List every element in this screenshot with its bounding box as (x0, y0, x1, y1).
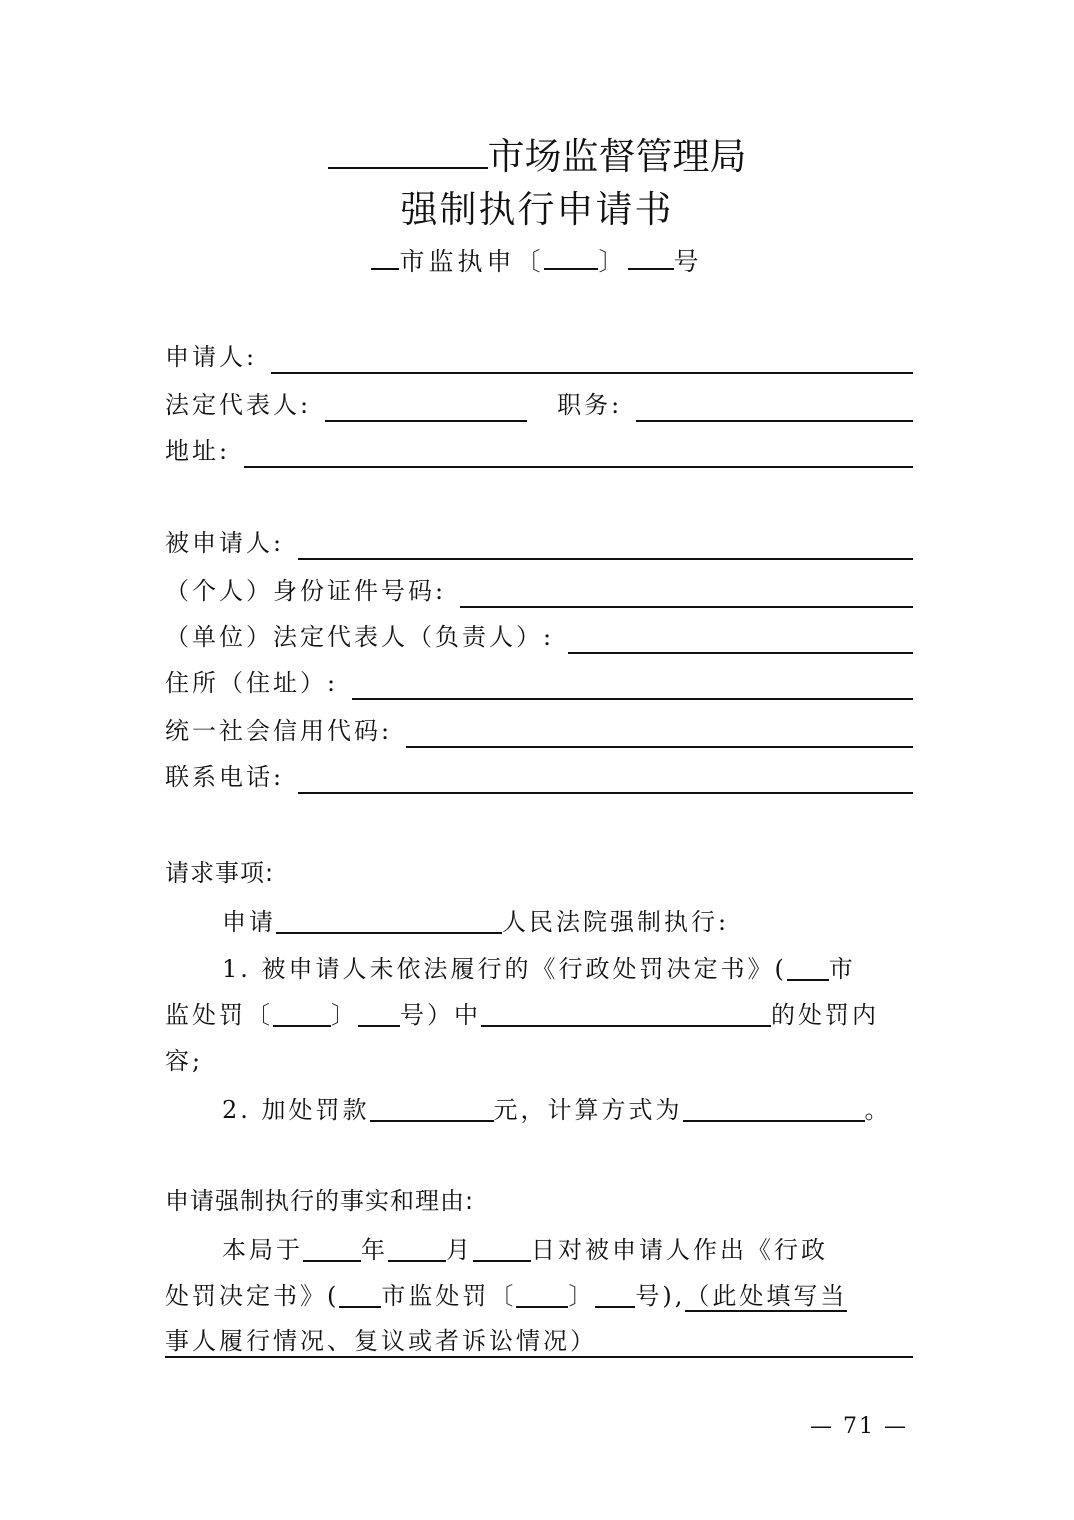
residence-label: 住所（住址）: (165, 669, 339, 697)
respondent-rep-label: （单位）法定代表人（负责人）: (165, 623, 555, 651)
residence-field[interactable] (352, 670, 913, 700)
item2-method-field[interactable] (683, 1094, 865, 1122)
applicant-field[interactable] (271, 344, 913, 374)
docno-prefix-blank[interactable] (371, 244, 399, 270)
item1-city-field[interactable] (787, 953, 829, 981)
page-number: — 71 — (810, 1414, 908, 1439)
address-field[interactable] (244, 438, 913, 468)
docno-serial-blank[interactable] (628, 244, 674, 270)
court-name-field[interactable] (276, 906, 502, 934)
facts-text-c: 市监处罚〔 (381, 1282, 517, 1310)
respondent-row (165, 524, 913, 560)
docno-text-b: 〕 (598, 247, 628, 276)
facts-penalty-serial-field[interactable] (595, 1280, 635, 1308)
position-field[interactable] (636, 392, 913, 422)
item1-text-f: 的处罚内 (771, 1001, 879, 1029)
facts-month-field[interactable] (388, 1234, 446, 1262)
credit-code-field[interactable] (406, 718, 913, 748)
docno-text-c: 号 (673, 247, 703, 276)
credit-code-row (165, 712, 913, 748)
request-item2-line (222, 1094, 912, 1125)
facts-year-field[interactable] (303, 1234, 361, 1262)
document-number (0, 244, 1074, 280)
facts-text-b: 处罚决定书》( (165, 1282, 340, 1310)
item1-text-e: 号）中 (400, 1001, 481, 1029)
apply-suffix: 人民法院强制执行: (502, 908, 730, 936)
address-label: 地址: (165, 437, 231, 465)
residence-row (165, 664, 913, 700)
item1-text-c: 监处罚〔 (165, 1001, 273, 1029)
phone-row (165, 758, 913, 794)
id-number-field[interactable] (460, 578, 913, 608)
facts-city-field[interactable] (339, 1280, 381, 1308)
facts-day-field[interactable] (473, 1234, 531, 1262)
item1-text-d: 〕 (331, 1001, 358, 1029)
phone-label: 联系电话: (165, 763, 285, 791)
item1-serial-field[interactable] (358, 999, 400, 1027)
item2-amount-field[interactable] (370, 1094, 494, 1122)
phone-field[interactable] (298, 764, 913, 794)
item2-text-b: 元，计算方式为 (493, 1096, 683, 1124)
facts-month-text: 月 (446, 1236, 473, 1264)
request-item1-line2 (165, 999, 913, 1030)
apply-prefix: 申请 (222, 908, 276, 936)
applicant-label: 申请人: (165, 343, 258, 371)
credit-code-label: 统一社会信用代码: (165, 717, 393, 745)
item2-text-c: 。 (864, 1096, 892, 1124)
request-item1-line1 (222, 953, 912, 984)
applicant-row (165, 338, 913, 374)
facts-text-d: 〕 (568, 1282, 596, 1310)
facts-heading: 申请强制执行的事实和理由: (165, 1187, 475, 1215)
facts-line1 (222, 1234, 912, 1265)
docno-year-blank[interactable] (544, 244, 598, 270)
item1-text-a: 1. 被申请人未依法履行的《行政处罚决定书》( (222, 955, 787, 983)
facts-year-text: 年 (361, 1236, 388, 1264)
item2-text-a: 2. 加处罚款 (222, 1096, 370, 1124)
title-suffix: 市场监督管理局 (487, 135, 747, 179)
facts-line2 (165, 1280, 913, 1311)
facts-instruction-text-b: 事人履行情况、复议或者诉讼情况） (165, 1327, 597, 1355)
respondent-rep-field[interactable] (568, 624, 913, 654)
document-subtitle: 强制执行申请书 (400, 188, 674, 231)
request-apply-line (222, 906, 912, 937)
item1-year-field[interactable] (273, 999, 331, 1027)
request-item1-line3: 容; (165, 1047, 204, 1075)
facts-penalty-year-field[interactable] (516, 1280, 568, 1308)
facts-text-a: 本局于 (222, 1236, 303, 1264)
item1-content-field[interactable] (481, 999, 771, 1027)
item1-text-b: 市 (828, 955, 856, 983)
id-number-label: （个人）身份证件号码: (165, 577, 447, 605)
legal-rep-row (165, 386, 913, 422)
facts-text-e: 号), (635, 1282, 686, 1310)
respondent-label: 被申请人: (165, 529, 285, 557)
respondent-rep-row (165, 618, 913, 654)
position-label: 职务: (557, 391, 623, 419)
requests-heading: 请求事项: (165, 859, 275, 887)
document-title (0, 132, 1074, 181)
applicant-address-row (165, 432, 913, 468)
respondent-field[interactable] (298, 530, 913, 560)
id-number-row (165, 572, 913, 608)
facts-line3[interactable] (165, 1326, 913, 1358)
facts-day-text: 日对被申请人作出《行政 (531, 1236, 828, 1264)
agency-name-blank[interactable] (328, 132, 488, 169)
facts-instruction-text-a: （此处填写当 (685, 1282, 848, 1310)
docno-text-a: 市监执申〔 (399, 247, 545, 276)
legal-rep-label: 法定代表人: (165, 391, 312, 419)
legal-rep-field[interactable] (325, 392, 527, 422)
